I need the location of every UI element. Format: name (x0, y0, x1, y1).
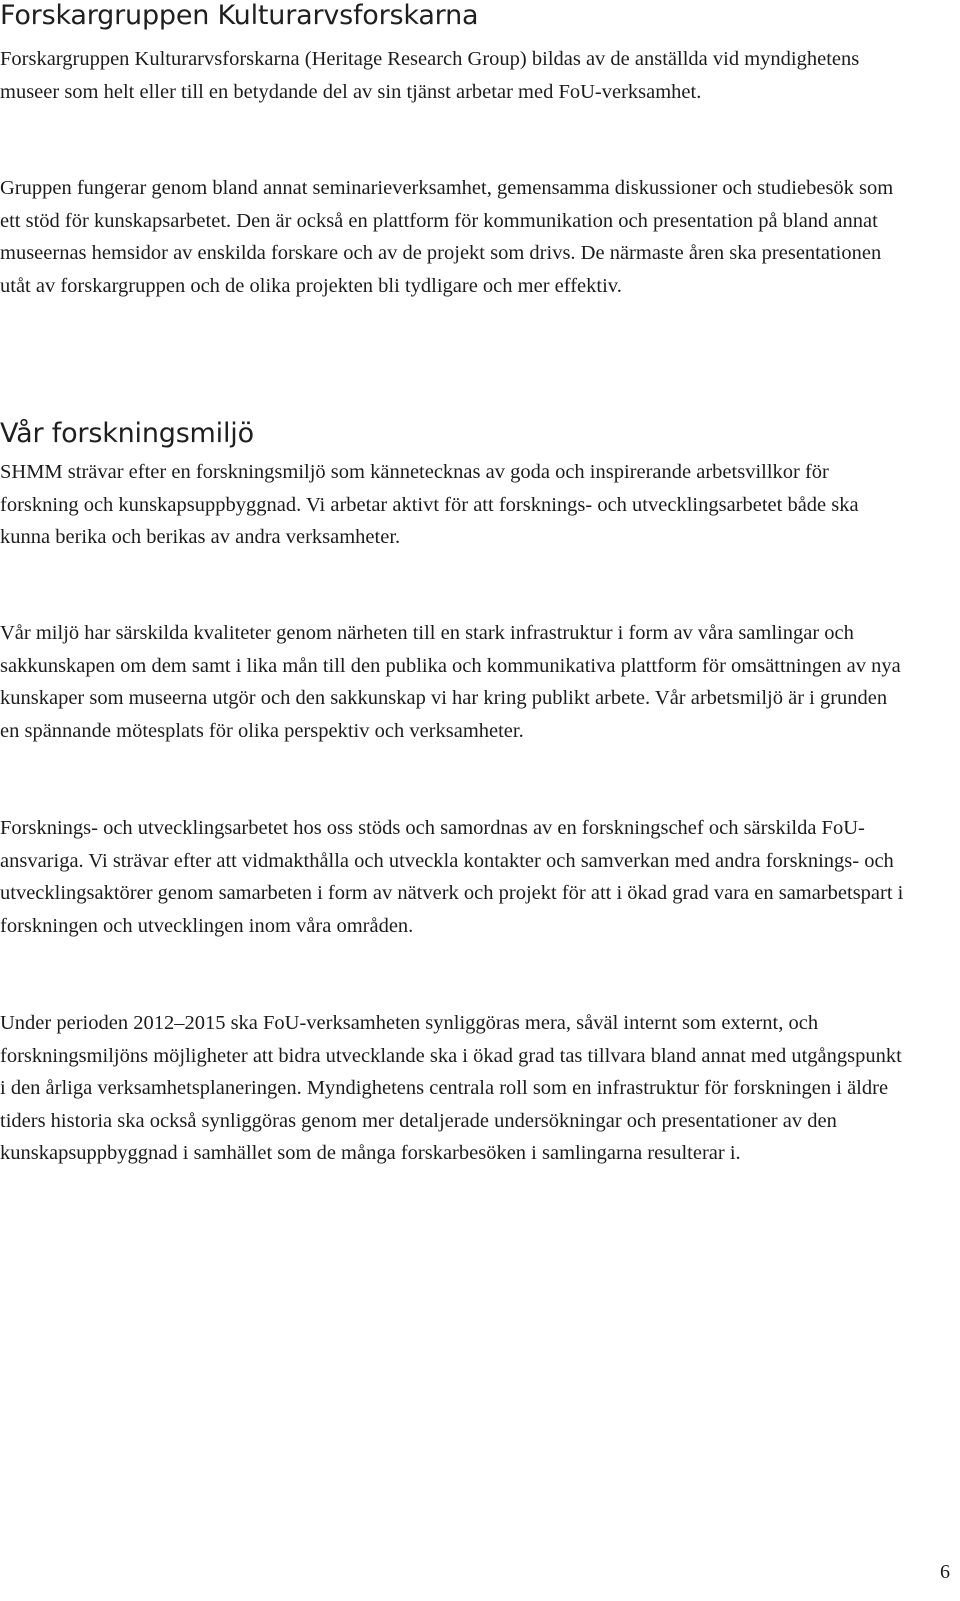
paragraph: Vår miljö har särskilda kvaliteter genom närheten till en stark infrastruktur i form av våra samlingar och sakkunskapen om dem samt i lika mån till den publika och kommunikativa plattform för omsättningen av nya kunskaper som museerna utgör och den sakkunskap vi har kring publikt arbete. Vår arbetsmiljö är i grunden en spännande mötesplats för olika perspektiv och verksamheter. (0, 622, 901, 742)
paragraph: Forskargruppen Kulturarvsforskarna (Heritage Research Group) bildas av de anställda vid myndighetens museer som helt eller till en betydande del av sin tjänst arbetar med FoU-verksamhet. (0, 48, 860, 103)
section-heading-forskningsmiljo: Vår forskningsmiljö (0, 418, 254, 449)
paragraph: Forsknings- och utvecklingsarbetet hos oss stöds och samordnas av en forskningschef och särskilda FoU-ansvariga. Vi strävar efter att vidmakthålla och utveckla kontakter och samverkan med andra forsknings- och utvecklingsaktörer genom samarbeten i form av nätverk och projekt för att i ökad grad vara en samarbetspart i forskningen och utvecklingen inom våra områden. (0, 817, 904, 937)
page-number: 6 (940, 1561, 950, 1583)
paragraph: SHMM strävar efter en forskningsmiljö som kännetecknas av goda och inspirerande arbetsvillkor för forskning och kunskapsuppbyggnad. Vi arbetar aktivt för att forsknings- och utvecklingsarbetet både ska kunna berika och berikas av andra verksamheter. (0, 461, 859, 548)
paragraph: Gruppen fungerar genom bland annat seminarieverksamhet, gemensamma diskussioner och studiebesök som ett stöd för kunskapsarbetet. Den är också en plattform för kommunikation och presentation på bland annat museernas hemsidor av enskilda forskare och av de projekt som drivs. De närmaste åren ska presentationen utåt av forskargruppen och de olika projekten bli tydligare och mer effektiv. (0, 177, 894, 297)
paragraph: Under perioden 2012–2015 ska FoU-verksamheten synliggöras mera, såväl internt som externt, och forskningsmiljöns möjligheter att bidra utvecklande ska i ökad grad tas tillvara bland annat med utgångspunkt i den årliga verksamhetsplaneringen. Myndighetens centrala roll som en infrastruktur för forskningen i äldre tiders historia ska också synliggöras genom mer detaljerade undersökningar och presentationer av den kunskapsuppbyggnad i samhället som de många forskarbesöken i samlingarna resulterar i. (0, 1012, 902, 1164)
section-heading-kulturarvsforskarna: Forskargruppen Kulturarvsforskarna (0, 0, 479, 31)
